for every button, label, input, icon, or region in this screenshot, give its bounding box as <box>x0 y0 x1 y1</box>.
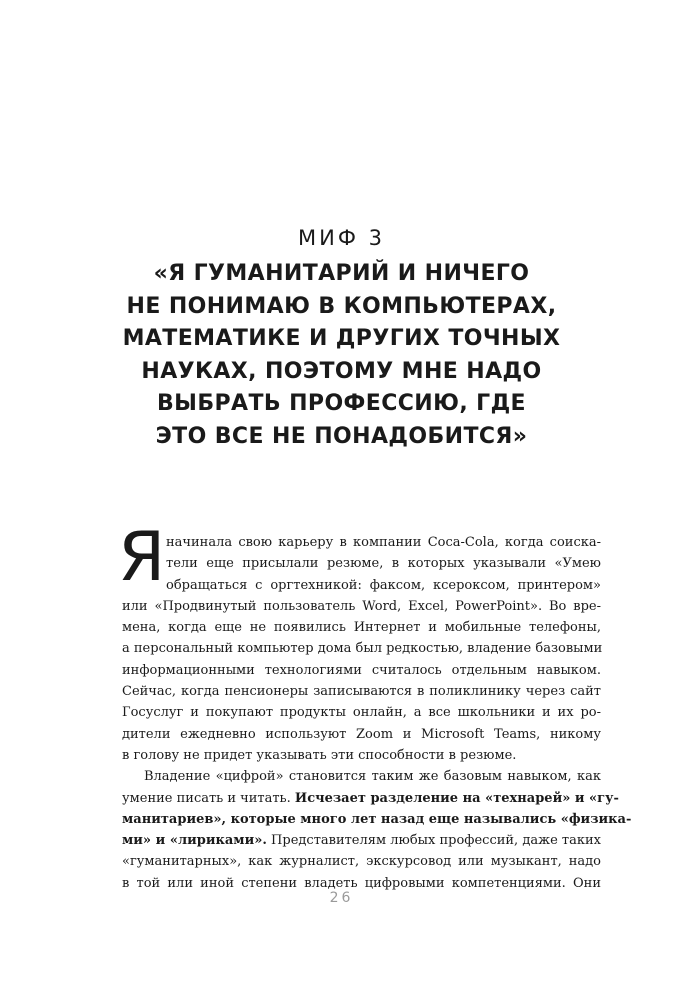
title-line: МАТЕМАТИКЕ И ДРУГИХ ТОЧНЫХ <box>122 326 561 351</box>
text-line: дители ежедневно используют Zoom и Microsoft Teams, никому <box>122 726 601 742</box>
drop-cap: Я <box>118 518 166 597</box>
text-line: Владение «цифрой» становится таким же базовым навыком, как <box>144 769 601 785</box>
text-line: начинала свою карьеру в компании Coca-Cola, когда соиска- <box>166 535 601 550</box>
title-line: НЕ ПОНИМАЮ В КОМПЬЮТЕРАХ, <box>126 293 557 319</box>
text-line: в голову не придет указывать эти способности в резюме. <box>122 747 517 763</box>
bold-text-fragment: ми» и «лириками». <box>122 833 267 849</box>
text-line: а персональный компьютер дома был редкостью, владение базовыми <box>122 641 603 657</box>
title-line: ЭТО ВСЕ НЕ ПОНАДОБИТСЯ» <box>155 423 528 449</box>
text-line: в той или иной степени владеть цифровыми компетенциями. Они <box>122 875 601 891</box>
body-text <box>122 532 632 894</box>
myth-label: МИФ 3 <box>298 226 385 250</box>
page-number: 26 <box>329 890 354 906</box>
text-line: тели еще присылали резюме, в которых указывали «Умею <box>166 556 601 572</box>
chapter-title <box>0 258 683 453</box>
text-line: обращаться с оргтехникой: факсом, ксероксом, принтером» <box>166 577 601 593</box>
text-fragment: умение писать и читать. <box>122 790 295 806</box>
text-line: информационными технологиями считалось отдельным навыком. <box>122 662 601 678</box>
text-fragment: Представителям любых профессий, даже таких <box>266 833 601 849</box>
title-line: ВЫБРАТЬ ПРОФЕССИЮ, ГДЕ <box>157 391 526 416</box>
text-line <box>122 809 632 830</box>
text-line <box>122 830 601 851</box>
text-line: мена, когда еще не появились Интернет и мобильные телефоны, <box>122 620 601 636</box>
text-line: Сейчас, когда пенсионеры записываются в поликлинику через сайт <box>122 684 601 700</box>
text-line: Госуслуг и покупают продукты онлайн, а все школьники и их ро- <box>122 705 601 721</box>
text-line: или «Продвинутый пользователь Word, Excel, PowerPoint». Во вре- <box>122 598 601 614</box>
text-line: «гуманитарных», как журналист, экскурсовод или музыкант, надо <box>122 854 601 870</box>
title-line: «Я ГУМАНИТАРИЙ И НИЧЕГО <box>153 261 530 286</box>
bold-text-fragment: Исчезает разделение на «технарей» и «гу- <box>294 790 619 806</box>
title-line: НАУКАХ, ПОЭТОМУ МНЕ НАДО <box>141 358 542 384</box>
text-line <box>122 788 619 809</box>
bold-text-fragment: манитариев», которые много лет назад еще назывались «физика- <box>122 811 632 827</box>
